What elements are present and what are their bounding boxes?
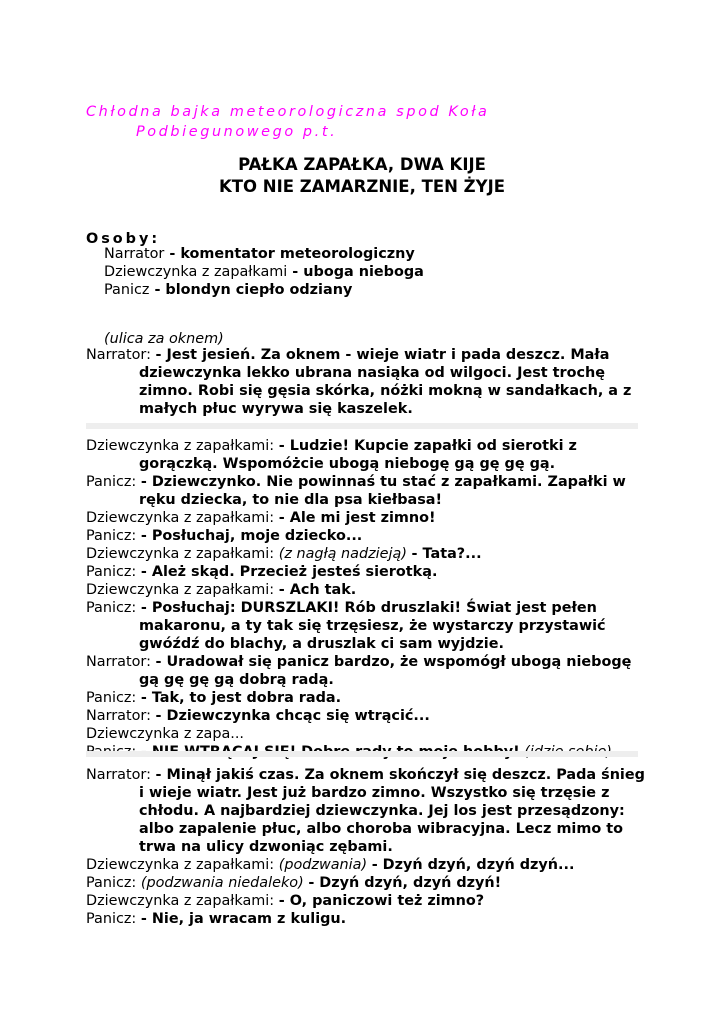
dialogue-line	[86, 874, 646, 892]
dialogue-section-1	[86, 346, 646, 418]
dialogue-line	[86, 346, 646, 418]
speaker-label: Panicz:	[86, 911, 141, 927]
dialogue-line	[86, 599, 646, 653]
dialogue-text: - O, paniczowi też zimno?	[278, 893, 485, 909]
dialogue-text: - Tata?...	[411, 546, 482, 562]
persons-heading: Osoby:	[86, 231, 161, 247]
dialogue-text: - Dzyń dzyń, dzyń dzyń!	[308, 875, 502, 891]
person-desc: - komentator meteorologiczny	[164, 246, 415, 262]
speaker-label: Dziewczynka z zapałkami:	[86, 510, 279, 526]
speaker-label: Panicz:	[86, 528, 141, 544]
dialogue-text: - Ale mi jest zimno!	[278, 510, 436, 526]
speaker-label: Dziewczynka z zapałkami:	[86, 857, 279, 873]
speaker-label: Panicz:	[86, 474, 141, 490]
dialogue-line	[86, 856, 646, 874]
dialogue-text: - Dzyń dzyń, dzyń dzyń...	[371, 857, 575, 873]
dialogue-line	[86, 653, 646, 689]
speaker-label: Dziewczynka z zapałkami:	[86, 893, 279, 909]
dialogue-text: - Nie, ja wracam z kuligu.	[140, 911, 347, 927]
speaker-label: Dziewczynka z zapa...	[86, 726, 245, 742]
subtitle-line-1: Chłodna bajka meteorologiczna spod Koła	[86, 104, 490, 120]
speaker-label: Dziewczynka z zapałkami:	[86, 546, 279, 562]
speaker-label: Panicz:	[86, 875, 141, 891]
person-desc: - blondyn ciepło odziany	[149, 282, 353, 298]
dialogue-line	[86, 545, 646, 563]
dialogue-text: - Ach tak.	[278, 582, 357, 598]
dialogue-line	[86, 707, 646, 725]
dialogue-line	[86, 563, 646, 581]
speaker-label: Narrator:	[86, 767, 156, 783]
dialogue-line	[86, 689, 646, 707]
stage-note: (podzwania)	[278, 857, 372, 873]
dialogue-line	[86, 910, 646, 928]
person-desc: - uboga nieboga	[287, 264, 424, 280]
dialogue-section-2	[86, 437, 646, 761]
dialogue-line	[86, 581, 646, 599]
speaker-label: Narrator:	[86, 347, 156, 363]
dialogue-line	[86, 725, 646, 743]
dialogue-text: - Posłuchaj: DURSZLAKI! Rób druszlaki! Świat jest pełen makaronu, a ty tak się trzęsiesz, że wystarczy przystawić gwóźdź do blachy, a druszlak ci sam wyjdzie.	[139, 600, 606, 652]
stage-note: (podzwania niedaleko)	[140, 875, 309, 891]
dialogue-text: - Ależ skąd. Przecież jesteś sierotką.	[140, 564, 438, 580]
dialogue-text: - Dziewczynka chcąc się wtrącić...	[155, 708, 430, 724]
section-divider	[86, 751, 638, 757]
person-name: Narrator	[104, 246, 165, 262]
dialogue-line	[86, 766, 646, 856]
stage-note: (z nagłą nadzieją)	[278, 546, 412, 562]
speaker-label: Panicz:	[86, 690, 141, 706]
dialogue-line	[86, 527, 646, 545]
person-name: Dziewczynka z zapałkami	[104, 264, 288, 280]
title-line-2: KTO NIE ZAMARZNIE, TEN ŻYJE	[218, 177, 505, 196]
speaker-label: Dziewczynka z zapałkami:	[86, 438, 279, 454]
speaker-label: Dziewczynka z zapałkami:	[86, 582, 279, 598]
dialogue-section-3	[86, 766, 646, 928]
speaker-label: Narrator:	[86, 654, 156, 670]
dialogue-text: - Dziewczynko. Nie powinnaś tu stać z zapałkami. Zapałki w ręku dziecka, to nie dla psa kiełbasa!	[139, 474, 626, 508]
subtitle-line-2: Podbiegunowego p.t.	[136, 124, 338, 140]
dialogue-text: - Ludzie! Kupcie zapałki od sierotki z gorączką. Wspomóżcie ubogą niebogę gą gę gę gą.	[139, 438, 577, 472]
subtitle	[86, 102, 646, 142]
speaker-label: Narrator:	[86, 708, 156, 724]
stage-direction: (ulica za oknem)	[104, 331, 224, 347]
dialogue-line	[86, 892, 646, 910]
speaker-label: Panicz:	[86, 600, 141, 616]
document-title	[0, 154, 724, 198]
dialogue-text: - Uradował się panicz bardzo, że wspomógł ubogą niebogę gą gę gę gą dobrą radą.	[139, 654, 632, 688]
dialogue-line	[86, 437, 646, 473]
dialogue-text: - Posłuchaj, moje dziecko...	[140, 528, 363, 544]
person-item	[104, 281, 424, 299]
dialogue-line	[86, 509, 646, 527]
dialogue-text: - Tak, to jest dobra rada.	[140, 690, 342, 706]
persons-list	[104, 245, 424, 299]
section-divider	[86, 423, 638, 429]
person-item	[104, 245, 424, 263]
speaker-label: Panicz:	[86, 564, 141, 580]
title-line-1: PAŁKA ZAPAŁKA, DWA KIJE	[238, 155, 486, 174]
dialogue-text: - Minął jakiś czas. Za oknem skończył się deszcz. Pada śnieg i wieje wiatr. Jest już bardzo zimno. Wszystko się trzęsie z chłodu. A najbardziej dziewczynka. Jej los jest przesądzony: albo zapalenie płuc, albo choroba wibracyjna. Lecz mimo to trwa na ulicy dzwoniąc zębami.	[139, 767, 645, 855]
person-item	[104, 263, 424, 281]
person-name: Panicz	[104, 282, 150, 298]
dialogue-line	[86, 473, 646, 509]
dialogue-text: - Jest jesień. Za oknem - wieje wiatr i pada deszcz. Mała dziewczynka lekko ubrana nasiąka od wilgoci. Jest trochę zimno. Robi się gęsia skórka, nóżki mokną w sandałkach, a z małych płuc wyrywa się kaszelek.	[139, 347, 632, 417]
